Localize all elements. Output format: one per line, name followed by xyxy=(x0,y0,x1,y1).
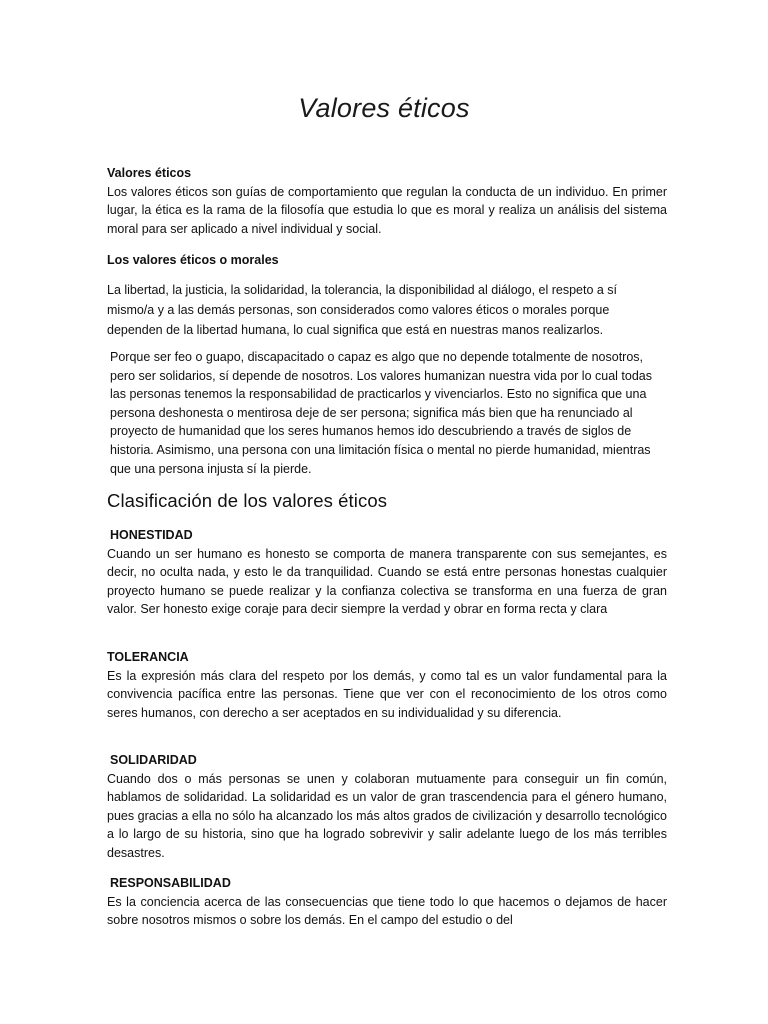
solidaridad-section xyxy=(107,751,667,863)
responsabilidad-section xyxy=(107,874,667,930)
tolerancia-heading: TOLERANCIA xyxy=(107,650,189,664)
document-title: Valores éticos xyxy=(298,93,470,123)
honestidad-section xyxy=(107,526,667,619)
solidaridad-paragraph: Cuando dos o más personas se unen y colaboran mutuamente para conseguir un fin común, hablamos de solidaridad. La solidaridad es un valor de gran trascendencia para el género humano, pues gracias a ella no sólo ha alcanzado los más altos grados de civilización y desarrollo tecnológico a lo largo de su historia, sino que ha logrado sobrevivir y salir adelante luego de los más terribles desastres. xyxy=(107,771,667,860)
honestidad-heading: HONESTIDAD xyxy=(110,528,193,542)
intro-paragraph: Los valores éticos son guías de comportamiento que regulan la conducta de un individuo. En primer lugar, la ética es la rama de la filosofía que estudia lo que es moral y realiza un análisis del sistema moral para ser aplicado a nivel individual y social. xyxy=(107,184,667,236)
honestidad-paragraph: Cuando un ser humano es honesto se comporta de manera transparente con sus semejantes, es decir, no oculta nada, y esto le da tranquilidad. Cuando se está entre personas honestas cualquier proyecto humano se puede realizar y la confianza colectiva se transforma en una fuerza de gran valor. Ser honesto exige coraje para decir siempre la verdad y obrar en forma recta y clara xyxy=(107,546,667,617)
tolerancia-paragraph: Es la expresión más clara del respeto por los demás, y como tal es un valor fundamental para la convivencia pacífica entre las personas. Tiene que ver con el reconocimiento de los otros como seres humanos, con derecho a ser aceptados en su individualidad y su diferencia. xyxy=(107,668,667,720)
morales-paragraph-2: Porque ser feo o guapo, discapacitado o capaz es algo que no depende totalmente de nosotros, pero ser solidarios, sí depende de nosotros. Los valores humanizan nuestra vida por lo cual todas las personas tenemos la responsabilidad de practicarlos y vivenciarlos. Esto no significa que una persona deshonesta o mentirosa deje de ser persona; significa más bien que ha renunciado al proyecto de humanidad que los seres humanos hemos ido descubriendo a través de siglos de historia. Asimismo, una persona con una limitación física o mental no pierde humanidad, mientras que una persona injusta sí la pierde. xyxy=(110,350,652,476)
morales-heading: Los valores éticos o morales xyxy=(107,253,279,267)
responsabilidad-heading: RESPONSABILIDAD xyxy=(110,876,231,890)
intro-heading: Valores éticos xyxy=(107,166,192,180)
morales-section xyxy=(107,251,667,270)
intro-section xyxy=(107,164,667,238)
responsabilidad-paragraph: Es la conciencia acerca de las consecuencias que tiene todo lo que hacemos o dejamos de hacer sobre nosotros mismos o sobre los demás. En el campo del estudio o del xyxy=(107,894,667,928)
morales-paragraph-1-block xyxy=(107,280,667,340)
solidaridad-heading: SOLIDARIDAD xyxy=(110,753,197,767)
morales-paragraph-2-block xyxy=(107,348,667,478)
morales-paragraph-1: La libertad, la justicia, la solidaridad, la tolerancia, la disponibilidad al diálogo, el respeto a sí mismo/a y a las demás personas, son considerados como valores éticos o morales porque dependen de la libertad humana, lo cual significa que está en nuestras manos realizarlos. xyxy=(107,283,618,337)
clasificacion-heading: Clasificación de los valores éticos xyxy=(107,490,388,511)
tolerancia-section xyxy=(107,648,667,722)
